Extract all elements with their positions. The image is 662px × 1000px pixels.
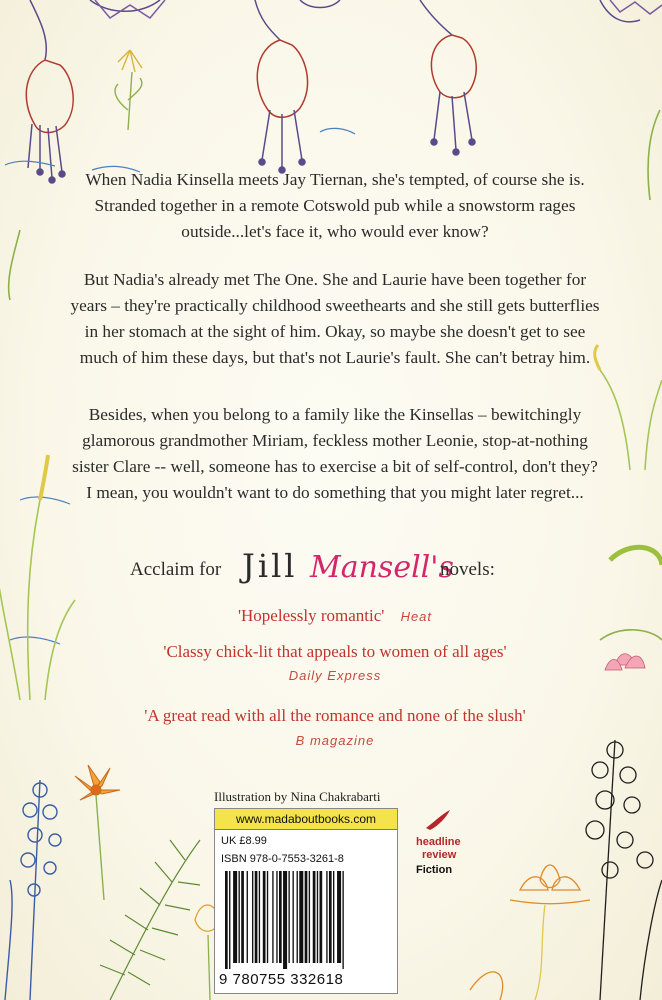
review-quote-3-source: B magazine — [295, 733, 375, 748]
blurb-paragraph-2: But Nadia's already met The One. She and Laurie have been together for years – they're practically childhood sweethearts and she still gets butterflies in her stomach at the sight of him. Okay, so maybe she doesn't get to see much of him these days, but that's not Laurie's fault. She can't betray him. — [70, 270, 600, 367]
publisher-name: headline — [416, 836, 461, 848]
review-quote-text: 'Hopelessly romantic' — [237, 606, 385, 625]
blurb-paragraph-1: When Nadia Kinsella meets Jay Tiernan, she's tempted, of course she is. Stranded together in a remote Cotswold pub while a snowstorm rages outside...let's face it, who would ever know? — [85, 170, 585, 241]
illustration-credit: Illustration by Nina Chakrabarti — [214, 789, 381, 804]
barcode-box — [214, 808, 398, 994]
acclaim-suffix: novels: — [440, 559, 495, 580]
author-first-name: Jill — [242, 547, 298, 585]
acclaim-prefix: Acclaim for — [130, 559, 222, 580]
isbn-label: ISBN 978-0-7553-3261-8 — [221, 853, 344, 865]
review-quote-source: Heat — [400, 609, 433, 624]
review-quote-3: 'A great read with all the romance and none of the slush' — [144, 706, 526, 725]
headline-quill-icon — [420, 808, 460, 834]
review-quote-1 — [80, 606, 590, 626]
publisher-category: Fiction — [416, 864, 453, 876]
price-label: UK £8.99 — [221, 835, 267, 847]
blurb-paragraph-3: Besides, when you belong to a family like the Kinsellas – bewitchingly glamorous grandmother Miriam, feckless mother Leonie, stop-at-nothing sister Clare -- well, someone has to exercise a bit of self-control, don't they? I mean, you wouldn't want to do something that you might later regret... — [72, 405, 598, 502]
author-last-name: Mansell's — [310, 550, 454, 585]
publisher-url: www.madaboutbooks.com — [215, 809, 397, 830]
acclaim-heading — [110, 547, 580, 593]
review-quote-2: 'Classy chick-lit that appeals to women of all ages' — [163, 642, 507, 661]
review-quote-2-source: Daily Express — [288, 668, 382, 683]
publisher-imprint: review — [422, 849, 457, 861]
ean-number: 9 780755 332618 — [219, 971, 344, 988]
barcode — [223, 871, 389, 969]
